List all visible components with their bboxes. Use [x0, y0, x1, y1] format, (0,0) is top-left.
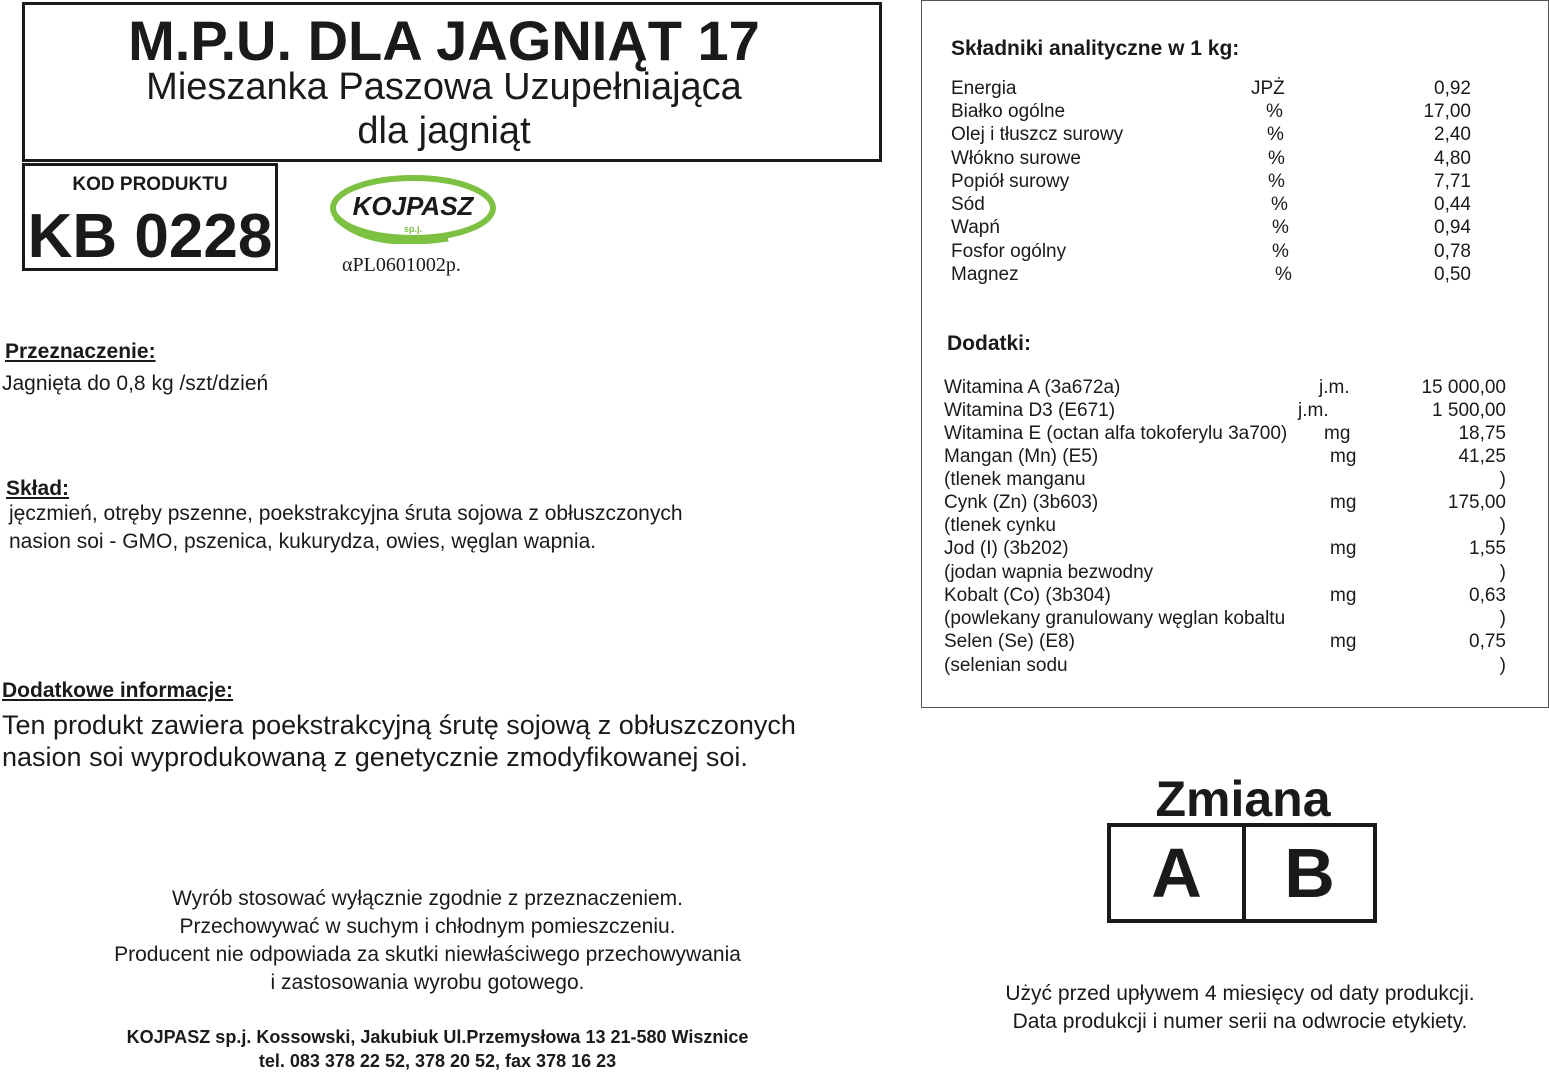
additive-row — [944, 562, 1506, 585]
nutrient-unit: % — [1272, 241, 1289, 262]
nutrient-value: 17,00 — [1423, 101, 1471, 122]
additive-value: 0,63 — [1469, 585, 1506, 606]
additional-info-line: Ten produkt zawiera poekstrakcyjną śrutę sojową z obłuszczonych — [2, 710, 796, 740]
additive-unit: mg — [1330, 492, 1357, 513]
expiry-line: Data produkcji i numer serii na odwrocie etykiety. — [1012, 1010, 1468, 1033]
nutrient-unit: % — [1268, 171, 1285, 192]
nutrient-value: 4,80 — [1434, 148, 1471, 169]
nutrient-unit: % — [1267, 124, 1284, 145]
nutrient-unit: JPŻ — [1251, 78, 1285, 99]
producer-phone: tel. 083 378 22 52, 378 20 52, fax 378 16 23 — [258, 1051, 617, 1071]
nutrient-row — [951, 148, 1471, 171]
additive-unit: j.m. — [1298, 400, 1329, 421]
product-title: M.P.U. DLA JAGNIĄT 17 — [128, 9, 760, 72]
change-option-a: A — [1151, 834, 1202, 912]
change-option-b: B — [1284, 834, 1335, 912]
usage-note-line: Przechowywać w suchym i chłodnym pomieszczeniu. — [179, 915, 676, 938]
additive-row — [944, 469, 1506, 492]
usage-note-line: Wyrób stosować wyłącznie zgodnie z przeznaczeniem. — [171, 887, 684, 910]
product-code-label: KOD PRODUKTU — [72, 174, 228, 195]
expiry-info — [940, 980, 1540, 1036]
change-label: Zmiana — [1155, 771, 1331, 827]
additive-name: (jodan wapnia bezwodny — [944, 562, 1154, 583]
additive-unit: mg — [1330, 538, 1357, 559]
additive-row — [944, 515, 1506, 538]
nutrient-unit: % — [1271, 194, 1288, 215]
usage-note-line: i zastosowania wyrobu gotowego. — [270, 971, 585, 994]
additive-row — [944, 400, 1506, 423]
additive-unit: mg — [1324, 423, 1351, 444]
additive-unit: mg — [1330, 585, 1357, 606]
nutrient-value: 7,71 — [1434, 171, 1471, 192]
change-box — [1107, 823, 1377, 923]
usage-note-line: Producent nie odpowiada za skutki niewłaściwego przechowywania — [114, 943, 741, 966]
nutrient-name: Olej i tłuszcz surowy — [951, 124, 1124, 145]
nutrient-value: 2,40 — [1434, 124, 1471, 145]
nutrient-value: 0,94 — [1434, 217, 1471, 238]
additive-name: Cynk (Zn) (3b603) — [944, 492, 1099, 513]
additional-info-text — [2, 709, 902, 773]
additive-value: 41,25 — [1458, 446, 1506, 467]
nutrient-unit: % — [1268, 148, 1285, 169]
additive-value: ) — [1499, 655, 1506, 676]
additional-info-line: nasion soi wyprodukowaną z genetycznie zmodyfikowanej soi. — [2, 742, 748, 772]
additional-info-heading: Dodatkowe informacje: — [2, 679, 234, 702]
product-code-box — [22, 163, 278, 271]
nutrient-value: 0,50 — [1434, 264, 1471, 285]
additive-value: ) — [1499, 469, 1506, 490]
kojpasz-logo — [328, 172, 498, 244]
additive-value: ) — [1499, 515, 1506, 536]
additive-value: 0,75 — [1469, 631, 1506, 652]
nutrient-unit: % — [1266, 101, 1283, 122]
usage-notes — [20, 885, 835, 997]
composition-heading: Skład: — [6, 477, 70, 500]
nutrient-name: Wapń — [951, 217, 1000, 238]
additive-name: Kobalt (Co) (3b304) — [944, 585, 1111, 606]
additive-row — [944, 655, 1506, 678]
nutrient-row — [951, 217, 1471, 240]
logo-brand-text: KOJPASZ — [352, 191, 474, 221]
additive-row — [944, 585, 1506, 608]
additive-value: 1 500,00 — [1432, 400, 1506, 421]
nutrient-name: Popiół surowy — [951, 171, 1070, 192]
additive-value: 175,00 — [1447, 492, 1506, 513]
nutrient-name: Sód — [951, 194, 985, 215]
nutrient-row — [951, 124, 1471, 147]
analytics-box — [921, 0, 1549, 708]
nutrient-row — [951, 241, 1471, 264]
additive-name: Selen (Se) (E8) — [944, 631, 1075, 652]
additive-name: Witamina E (octan alfa tokoferylu 3a700) — [944, 423, 1288, 444]
purpose-text: Jagnięta do 0,8 kg /szt/dzień — [2, 372, 269, 395]
additive-row — [944, 631, 1506, 654]
additive-name: Witamina A (3a672a) — [944, 377, 1121, 398]
additive-name: (tlenek manganu — [944, 469, 1086, 490]
logo-swoosh-icon — [328, 172, 498, 244]
additive-name: Witamina D3 (E671) — [944, 400, 1116, 421]
nutrient-name: Włókno surowe — [951, 148, 1081, 169]
nutrient-unit: % — [1275, 264, 1292, 285]
expiry-line: Użyć przed upływem 4 miesięcy od daty produkcji. — [1005, 982, 1475, 1005]
nutrient-row — [951, 171, 1471, 194]
nutrient-name: Fosfor ogólny — [951, 241, 1067, 262]
additive-unit: j.m. — [1319, 377, 1350, 398]
product-code-value: KB 0228 — [27, 202, 273, 271]
additive-unit: mg — [1330, 631, 1357, 652]
additives-title: Dodatki: — [947, 332, 1031, 355]
additive-unit: mg — [1330, 446, 1357, 467]
additive-value: 1,55 — [1469, 538, 1506, 559]
additive-value: ) — [1499, 608, 1506, 629]
additive-name: (tlenek cynku — [944, 515, 1056, 536]
additive-name: (powlekany granulowany węglan kobaltu — [944, 608, 1286, 629]
additive-row — [944, 492, 1506, 515]
product-subtitle-line1: Mieszanka Paszowa Uzupełniająca — [146, 66, 742, 108]
additive-row — [944, 423, 1506, 446]
additive-name: Mangan (Mn) (E5) — [944, 446, 1099, 467]
nutrient-name: Białko ogólne — [951, 101, 1066, 122]
logo-suffix-text: sp.j. — [403, 224, 423, 234]
product-subtitle-line2: dla jagniąt — [357, 110, 531, 152]
purpose-heading: Przeznaczenie: — [5, 340, 156, 363]
additive-row — [944, 377, 1506, 400]
vet-approval-number: αPL0601002p. — [342, 254, 461, 276]
additive-value: 18,75 — [1458, 423, 1506, 444]
additive-name: (selenian sodu — [944, 655, 1068, 676]
additive-name: Jod (I) (3b202) — [944, 538, 1069, 559]
composition-line: nasion soi - GMO, pszenica, kukurydza, owies, węglan wapnia. — [9, 530, 597, 553]
nutrient-row — [951, 194, 1471, 217]
nutrient-value: 0,78 — [1434, 241, 1471, 262]
nutrient-value: 0,92 — [1434, 78, 1471, 99]
analytics-title: Składniki analityczne w 1 kg: — [951, 37, 1240, 60]
composition-line: jęczmień, otręby pszenne, poekstrakcyjna śruta sojowa z obłuszczonych — [9, 502, 683, 525]
composition-text — [9, 500, 829, 556]
nutrient-row — [951, 101, 1471, 124]
producer-address: KOJPASZ sp.j. Kossowski, Jakubiuk Ul.Przemysłowa 13 21-580 Wisznice — [126, 1027, 749, 1047]
additive-value: 15 000,00 — [1421, 377, 1506, 398]
additive-value: ) — [1499, 562, 1506, 583]
nutrient-value: 0,44 — [1434, 194, 1471, 215]
additive-row — [944, 446, 1506, 469]
nutrient-row — [951, 78, 1471, 101]
title-box — [22, 2, 882, 162]
nutrient-name: Magnez — [951, 264, 1019, 285]
nutrient-row — [951, 264, 1471, 287]
additive-row — [944, 538, 1506, 561]
nutrient-name: Energia — [951, 78, 1017, 99]
additive-row — [944, 608, 1506, 631]
producer-info — [20, 1025, 855, 1073]
nutrient-unit: % — [1272, 217, 1289, 238]
